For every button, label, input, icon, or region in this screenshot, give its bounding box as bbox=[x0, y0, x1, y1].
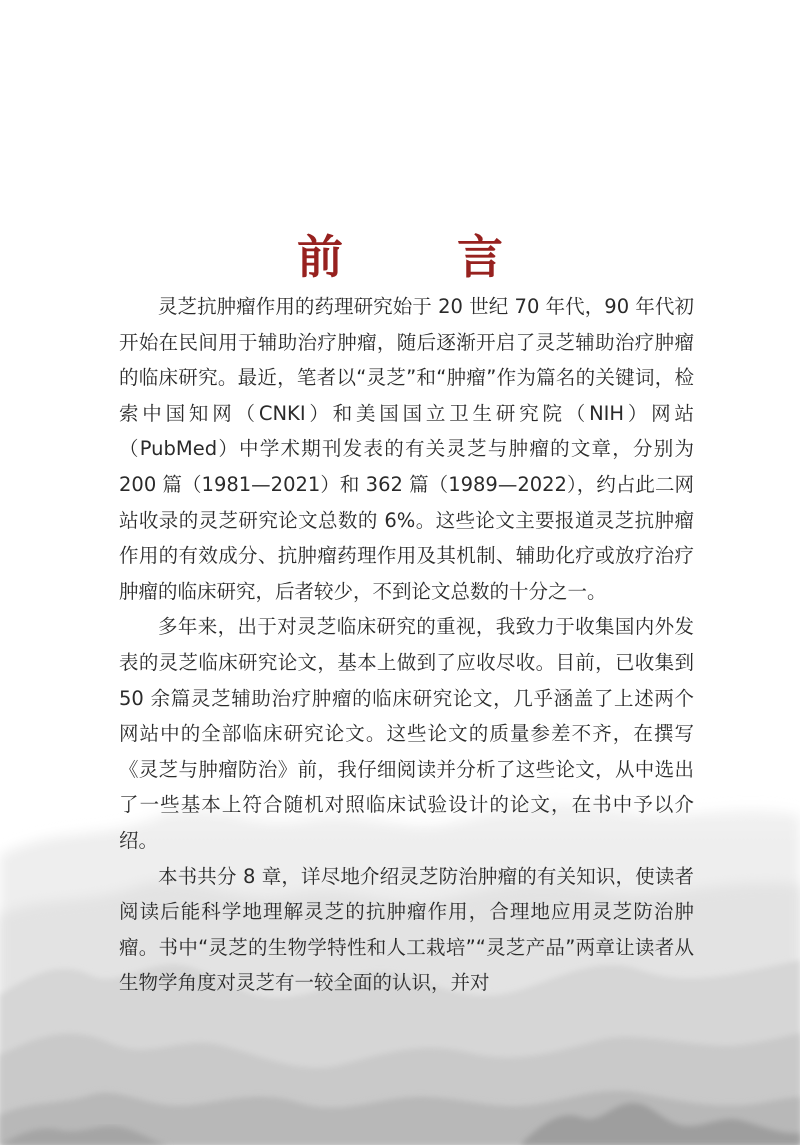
paragraph: 本书共分 8 章，详尽地介绍灵芝防治肿瘤的有关知识，使读者阅读后能科学地理解灵芝的抗肿瘤作用，合理地应用灵芝防治肿瘤。书中“灵芝的生物学特性和人工栽培”“灵芝产品”两章让读者从生物学角度对灵芝有一较全面的认识，并对 bbox=[119, 864, 694, 995]
paragraph: 灵芝抗肿瘤作用的药理研究始于 20 世纪 70 年代，90 年代初开始在民间用于辅助治疗肿瘤，随后逐渐开启了灵芝辅助治疗肿瘤的临床研究。最近，笔者以“灵芝”和“肿瘤”作为篇名的关键词，检索中国知网（CNKI）和美国国立卫生研究院（NIH）网站（PubMed）中学术期刊发表的有关灵芝与肿瘤的文章，分别为 200 篇（1981—2021）和 362 篇（1989—2022），约占此二网站收录的灵芝研究论文总数的 6%。这些论文主要报道灵芝抗肿瘤作用的有效成分、抗肿瘤药理作用及其机制、辅助化疗或放疗治疗肿瘤的临床研究，后者较少，不到论文总数的十分之一。 bbox=[119, 295, 694, 603]
paragraph: 多年来，出于对灵芝临床研究的重视，我致力于收集国内外发表的灵芝临床研究论文，基本上做到了应收尽收。目前，已收集到 50 余篇灵芝辅助治疗肿瘤的临床研究论文，几乎涵盖了上述两个网站中的全部临床研究论文。这些论文的质量参差不齐，在撰写《灵芝与肿瘤防治》前，我仔细阅读并分析了这些论文，从中选出了一些基本上符合随机对照临床试验设计的论文，在书中予以介绍。 bbox=[119, 615, 694, 852]
preface-body bbox=[119, 289, 694, 1001]
page-title: 前 言 bbox=[297, 229, 537, 284]
